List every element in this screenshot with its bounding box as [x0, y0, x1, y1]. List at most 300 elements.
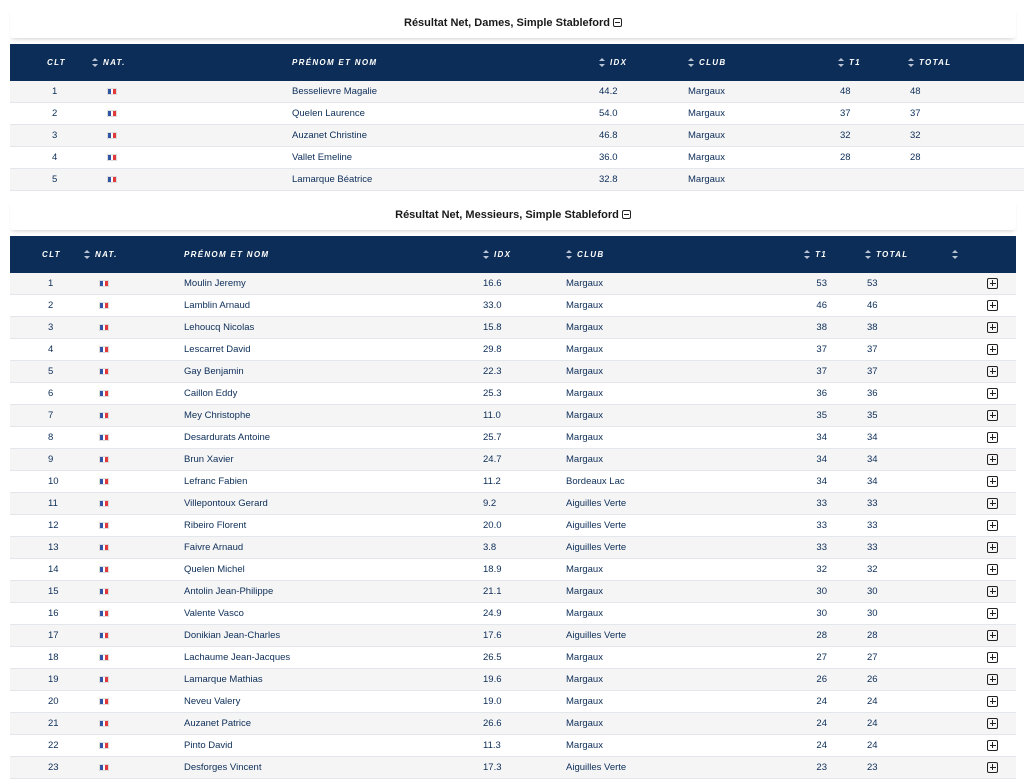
- expand-cell[interactable]: [952, 735, 1016, 757]
- expand-cell[interactable]: [952, 427, 1016, 449]
- player-name-cell: Pinto David: [184, 740, 233, 751]
- table-row: [10, 603, 1016, 625]
- total-cell: 33: [867, 520, 878, 531]
- player-name-cell: Caillon Eddy: [184, 388, 238, 399]
- index-cell: 11.3: [483, 740, 501, 751]
- messieurs-header-row: [10, 236, 1016, 273]
- club-cell: Aiguilles Verte: [566, 762, 627, 773]
- club-cell: Margaux: [688, 86, 725, 97]
- table-row: [10, 449, 1016, 471]
- player-name-cell: Lamblin Arnaud: [184, 300, 251, 311]
- nat-cell: [84, 669, 184, 691]
- total-cell: 53: [867, 278, 878, 289]
- player-name-cell: Quelen Laurence: [292, 108, 365, 119]
- t1-cell: 53: [816, 278, 827, 289]
- table-row: [10, 81, 1024, 103]
- t1-cell: 37: [840, 108, 851, 119]
- t1-cell: 46: [816, 300, 827, 311]
- club-cell: Margaux: [566, 432, 603, 443]
- index-cell: 17.3: [483, 762, 502, 773]
- club-cell: Margaux: [566, 718, 603, 729]
- expand-icon[interactable]: [987, 630, 998, 641]
- player-name-cell: Faivre Arnaud: [184, 542, 244, 553]
- total-cell: 24: [867, 696, 878, 707]
- index-cell: 21.1: [483, 586, 502, 597]
- player-name-cell: Quelen Michel: [184, 564, 245, 575]
- expand-cell[interactable]: [952, 383, 1016, 405]
- index-cell: 25.7: [483, 432, 502, 443]
- table-row: [10, 471, 1016, 493]
- expand-icon[interactable]: [987, 520, 998, 531]
- total-cell: 35: [867, 410, 878, 421]
- expand-icon[interactable]: [987, 322, 998, 333]
- expand-cell[interactable]: [952, 581, 1016, 603]
- rank-cell: 23: [48, 762, 59, 773]
- club-cell: Margaux: [688, 152, 725, 163]
- player-name-cell: Lamarque Béatrice: [292, 174, 373, 185]
- table-row: [10, 625, 1016, 647]
- flag-fr-icon: [99, 346, 109, 353]
- expand-cell[interactable]: [952, 537, 1016, 559]
- t1-cell: 30: [816, 608, 827, 619]
- player-name-cell: Mey Christophe: [184, 410, 251, 421]
- club-cell: Margaux: [566, 300, 603, 311]
- flag-fr-icon: [99, 500, 109, 507]
- player-name-cell: Gay Benjamin: [184, 366, 244, 377]
- expand-cell[interactable]: [952, 625, 1016, 647]
- flag-fr-icon: [107, 132, 117, 139]
- expand-cell[interactable]: [952, 405, 1016, 427]
- table-row: [10, 713, 1016, 735]
- messieurs-section: [10, 200, 1016, 779]
- index-cell: 16.6: [483, 278, 502, 289]
- rank-cell: 3: [52, 130, 58, 141]
- flag-fr-icon: [99, 654, 109, 661]
- expand-cell[interactable]: [952, 669, 1016, 691]
- expand-icon[interactable]: [987, 674, 998, 685]
- sort-icon[interactable]: [865, 250, 871, 259]
- t1-cell: 37: [816, 344, 827, 355]
- total-cell: 32: [867, 564, 878, 575]
- nat-cell: [84, 295, 184, 317]
- club-cell: Margaux: [566, 410, 603, 421]
- player-name-cell: Lescarret David: [184, 344, 251, 355]
- t1-cell: 35: [816, 410, 827, 421]
- expand-icon[interactable]: [987, 740, 998, 751]
- total-cell: 28: [910, 152, 921, 163]
- flag-fr-icon: [99, 522, 109, 529]
- nat-cell: [92, 169, 292, 191]
- expand-icon[interactable]: [987, 410, 998, 421]
- club-cell: Bordeaux Lac: [566, 476, 625, 487]
- t1-cell: 28: [840, 152, 851, 163]
- nat-cell: [84, 339, 184, 361]
- dames-header-row: [10, 44, 1024, 81]
- collapse-icon[interactable]: [622, 210, 631, 219]
- expand-icon[interactable]: [987, 498, 998, 509]
- nat-cell: [84, 713, 184, 735]
- index-cell: 11.2: [483, 476, 501, 487]
- flag-fr-icon: [99, 390, 109, 397]
- club-cell: Margaux: [688, 108, 725, 119]
- t1-cell: 32: [816, 564, 827, 575]
- flag-fr-icon: [99, 742, 109, 749]
- sort-icon[interactable]: [92, 58, 98, 67]
- sort-icon[interactable]: [908, 58, 914, 67]
- expand-icon[interactable]: [987, 542, 998, 553]
- nat-cell: [84, 647, 184, 669]
- table-row: [10, 317, 1016, 339]
- rank-cell: 16: [48, 608, 59, 619]
- sort-icon[interactable]: [804, 250, 810, 259]
- col-club[interactable]: CLUB: [566, 236, 766, 273]
- t1-cell: 23: [816, 762, 827, 773]
- dames-title: Résultat Net, Dames, Simple Stableford: [404, 17, 610, 29]
- col-actions[interactable]: [952, 236, 1016, 273]
- expand-icon[interactable]: [987, 454, 998, 465]
- dames-section: [10, 8, 1016, 191]
- col-t1[interactable]: T1: [838, 44, 908, 81]
- col-idx[interactable]: IDX: [483, 236, 566, 273]
- flag-fr-icon: [99, 698, 109, 705]
- player-name-cell: Lachaume Jean-Jacques: [184, 652, 291, 663]
- expand-cell[interactable]: [952, 339, 1016, 361]
- col-idx[interactable]: IDX: [599, 44, 688, 81]
- nat-cell: [84, 471, 184, 493]
- club-cell: Margaux: [566, 674, 603, 685]
- sort-icon[interactable]: [838, 58, 844, 67]
- index-cell: 22.3: [483, 366, 502, 377]
- table-row: [10, 383, 1016, 405]
- club-cell: Aiguilles Verte: [566, 630, 627, 641]
- club-cell: Margaux: [566, 454, 603, 465]
- expand-icon[interactable]: [987, 366, 998, 377]
- table-row: [10, 361, 1016, 383]
- total-cell: [908, 169, 1024, 191]
- expand-cell[interactable]: [952, 647, 1016, 669]
- rank-cell: 8: [48, 432, 54, 443]
- player-name-cell: Desardurats Antoine: [184, 432, 271, 443]
- nat-cell: [84, 625, 184, 647]
- rank-cell: 19: [48, 674, 59, 685]
- rank-cell: 6: [48, 388, 54, 399]
- nat-cell: [84, 361, 184, 383]
- sort-icon[interactable]: [599, 58, 605, 67]
- player-name-cell: Lamarque Mathias: [184, 674, 263, 685]
- player-name-cell: Ribeiro Florent: [184, 520, 247, 531]
- rank-cell: 20: [48, 696, 59, 707]
- index-cell: 15.8: [483, 322, 502, 333]
- flag-fr-icon: [99, 434, 109, 441]
- total-cell: 33: [867, 498, 878, 509]
- expand-icon[interactable]: [987, 432, 998, 443]
- player-name-cell: Lefranc Fabien: [184, 476, 248, 487]
- index-cell: 9.2: [483, 498, 497, 509]
- messieurs-title-bar[interactable]: [10, 200, 1016, 230]
- flag-fr-icon: [107, 176, 117, 183]
- expand-cell[interactable]: [952, 317, 1016, 339]
- rank-cell: 21: [48, 718, 59, 729]
- rank-cell: 22: [48, 740, 59, 751]
- rank-cell: 9: [48, 454, 54, 465]
- index-cell: 33.0: [483, 300, 502, 311]
- flag-fr-icon: [99, 632, 109, 639]
- col-name[interactable]: PRÉNOM ET NOM: [184, 250, 270, 259]
- rank-cell: 13: [48, 542, 59, 553]
- expand-cell[interactable]: [952, 361, 1016, 383]
- collapse-icon[interactable]: [613, 18, 622, 27]
- expand-cell[interactable]: [952, 273, 1016, 295]
- total-cell: 34: [867, 454, 878, 465]
- sort-icon[interactable]: [952, 250, 958, 259]
- t1-cell: 33: [816, 542, 827, 553]
- expand-cell[interactable]: [952, 295, 1016, 317]
- table-row: [10, 339, 1016, 361]
- table-row: [10, 125, 1024, 147]
- col-clt[interactable]: CLT: [42, 250, 61, 259]
- nat-cell: [92, 125, 292, 147]
- rank-cell: 2: [52, 108, 58, 119]
- col-total[interactable]: TOTAL: [827, 236, 952, 273]
- flag-fr-icon: [99, 566, 109, 573]
- total-cell: 26: [867, 674, 878, 685]
- nat-cell: [84, 493, 184, 515]
- t1-cell: 36: [816, 388, 827, 399]
- rank-cell: 10: [48, 476, 59, 487]
- col-total[interactable]: TOTAL: [908, 44, 1024, 81]
- club-cell: Margaux: [566, 740, 603, 751]
- total-cell: 38: [867, 322, 878, 333]
- nat-cell: [92, 81, 292, 103]
- col-nat[interactable]: NAT.: [84, 236, 184, 273]
- sort-icon[interactable]: [688, 58, 694, 67]
- flag-fr-icon: [99, 610, 109, 617]
- nat-cell: [84, 515, 184, 537]
- flag-fr-icon: [99, 478, 109, 485]
- table-row: [10, 581, 1016, 603]
- expand-icon[interactable]: [987, 278, 998, 289]
- flag-fr-icon: [99, 280, 109, 287]
- nat-cell: [84, 405, 184, 427]
- total-cell: 34: [867, 476, 878, 487]
- t1-cell: 32: [840, 130, 851, 141]
- club-cell: Margaux: [566, 586, 603, 597]
- index-cell: 36.0: [599, 152, 618, 163]
- club-cell: Margaux: [566, 366, 603, 377]
- total-cell: 37: [867, 366, 878, 377]
- t1-cell: 34: [816, 454, 827, 465]
- sort-icon[interactable]: [566, 250, 572, 259]
- table-row: [10, 669, 1016, 691]
- total-cell: 34: [867, 432, 878, 443]
- t1-cell: 26: [816, 674, 827, 685]
- club-cell: Aiguilles Verte: [566, 520, 627, 531]
- rank-cell: 11: [48, 498, 58, 509]
- nat-cell: [84, 735, 184, 757]
- expand-cell[interactable]: [952, 449, 1016, 471]
- t1-cell: 24: [816, 696, 827, 707]
- index-cell: 44.2: [599, 86, 618, 97]
- player-name-cell: Besselievre Magalie: [292, 86, 378, 97]
- nat-cell: [84, 581, 184, 603]
- total-cell: 36: [867, 388, 878, 399]
- index-cell: 17.6: [483, 630, 502, 641]
- total-cell: 27: [867, 652, 878, 663]
- expand-cell[interactable]: [952, 757, 1016, 779]
- club-cell: Margaux: [566, 696, 603, 707]
- index-cell: 3.8: [483, 542, 497, 553]
- table-row: [10, 103, 1024, 125]
- table-row: [10, 559, 1016, 581]
- club-cell: Margaux: [566, 322, 603, 333]
- t1-cell: 27: [816, 652, 827, 663]
- total-cell: 33: [867, 542, 878, 553]
- table-row: [10, 493, 1016, 515]
- flag-fr-icon: [99, 456, 109, 463]
- col-name[interactable]: PRÉNOM ET NOM: [292, 58, 378, 67]
- table-row: [10, 537, 1016, 559]
- t1-cell: 34: [816, 432, 827, 443]
- total-cell: 23: [867, 762, 878, 773]
- table-row: [10, 427, 1016, 449]
- index-cell: 26.5: [483, 652, 502, 663]
- nat-cell: [84, 603, 184, 625]
- index-cell: 54.0: [599, 108, 618, 119]
- total-cell: 32: [910, 130, 921, 141]
- expand-icon[interactable]: [987, 564, 998, 575]
- expand-cell[interactable]: [952, 603, 1016, 625]
- nat-cell: [84, 537, 184, 559]
- rank-cell: 5: [48, 366, 54, 377]
- flag-fr-icon: [99, 764, 109, 771]
- player-name-cell: Neveu Valery: [184, 696, 241, 707]
- t1-cell: 37: [816, 366, 827, 377]
- index-cell: 26.6: [483, 718, 502, 729]
- t1-cell: 30: [816, 586, 827, 597]
- table-row: [10, 757, 1016, 779]
- expand-cell[interactable]: [952, 493, 1016, 515]
- col-t1[interactable]: T1: [766, 236, 827, 273]
- nat-cell: [84, 559, 184, 581]
- player-name-cell: Villepontoux Gerard: [184, 498, 268, 509]
- t1-cell: 24: [816, 740, 827, 751]
- index-cell: 46.8: [599, 130, 618, 141]
- expand-icon[interactable]: [987, 300, 998, 311]
- total-cell: 37: [867, 344, 878, 355]
- flag-fr-icon: [99, 324, 109, 331]
- col-clt[interactable]: CLT: [47, 58, 66, 67]
- club-cell: Aiguilles Verte: [566, 498, 627, 509]
- player-name-cell: Donikian Jean-Charles: [184, 630, 281, 641]
- nat-cell: [92, 147, 292, 169]
- club-cell: Margaux: [566, 608, 603, 619]
- player-name-cell: Moulin Jeremy: [184, 278, 246, 289]
- expand-icon[interactable]: [987, 762, 998, 773]
- messieurs-table: [10, 236, 1016, 779]
- rank-cell: 4: [48, 344, 54, 355]
- player-name-cell: Vallet Emeline: [292, 152, 353, 163]
- club-cell: Margaux: [688, 174, 725, 185]
- rank-cell: 18: [48, 652, 59, 663]
- flag-fr-icon: [99, 720, 109, 727]
- total-cell: 24: [867, 740, 878, 751]
- sort-icon[interactable]: [84, 250, 90, 259]
- club-cell: Margaux: [566, 652, 603, 663]
- index-cell: 25.3: [483, 388, 502, 399]
- expand-cell[interactable]: [952, 471, 1016, 493]
- flag-fr-icon: [99, 412, 109, 419]
- flag-fr-icon: [99, 544, 109, 551]
- rank-cell: 1: [48, 278, 54, 289]
- total-cell: 37: [910, 108, 921, 119]
- expand-icon[interactable]: [987, 718, 998, 729]
- expand-cell[interactable]: [952, 691, 1016, 713]
- rank-cell: 5: [52, 174, 58, 185]
- player-name-cell: Lehoucq Nicolas: [184, 322, 255, 333]
- expand-cell[interactable]: [952, 559, 1016, 581]
- rank-cell: 14: [48, 564, 59, 575]
- dames-table: [10, 44, 1024, 191]
- index-cell: 24.7: [483, 454, 502, 465]
- expand-cell[interactable]: [952, 713, 1016, 735]
- club-cell: Margaux: [566, 564, 603, 575]
- player-name-cell: Desforges Vincent: [184, 762, 262, 773]
- flag-fr-icon: [99, 302, 109, 309]
- player-name-cell: Valente Vasco: [184, 608, 244, 619]
- t1-cell: 48: [840, 86, 851, 97]
- nat-cell: [92, 103, 292, 125]
- flag-fr-icon: [107, 88, 117, 95]
- t1-cell: 33: [816, 520, 827, 531]
- flag-fr-icon: [99, 588, 109, 595]
- nat-cell: [84, 427, 184, 449]
- messieurs-title: Résultat Net, Messieurs, Simple Stableford: [395, 209, 619, 221]
- flag-fr-icon: [99, 368, 109, 375]
- dames-title-bar[interactable]: [10, 8, 1016, 38]
- index-cell: 29.8: [483, 344, 502, 355]
- expand-icon[interactable]: [987, 476, 998, 487]
- t1-cell: 24: [816, 718, 827, 729]
- t1-cell: [838, 169, 908, 191]
- club-cell: Aiguilles Verte: [566, 542, 627, 553]
- rank-cell: 15: [48, 586, 59, 597]
- expand-icon[interactable]: [987, 344, 998, 355]
- player-name-cell: Brun Xavier: [184, 454, 234, 465]
- expand-icon[interactable]: [987, 586, 998, 597]
- expand-icon[interactable]: [987, 388, 998, 399]
- expand-cell[interactable]: [952, 515, 1016, 537]
- col-club[interactable]: CLUB: [688, 44, 838, 81]
- t1-cell: 28: [816, 630, 827, 641]
- t1-cell: 33: [816, 498, 827, 509]
- flag-fr-icon: [99, 676, 109, 683]
- rank-cell: 12: [48, 520, 59, 531]
- expand-icon[interactable]: [987, 608, 998, 619]
- index-cell: 11.0: [483, 410, 501, 421]
- col-nat[interactable]: NAT.: [92, 44, 292, 81]
- expand-icon[interactable]: [987, 652, 998, 663]
- club-cell: Margaux: [566, 344, 603, 355]
- index-cell: 19.0: [483, 696, 502, 707]
- sort-icon[interactable]: [483, 250, 489, 259]
- total-cell: 48: [910, 86, 921, 97]
- expand-icon[interactable]: [987, 696, 998, 707]
- index-cell: 19.6: [483, 674, 502, 685]
- index-cell: 18.9: [483, 564, 502, 575]
- table-row: [10, 273, 1016, 295]
- nat-cell: [84, 757, 184, 779]
- nat-cell: [84, 317, 184, 339]
